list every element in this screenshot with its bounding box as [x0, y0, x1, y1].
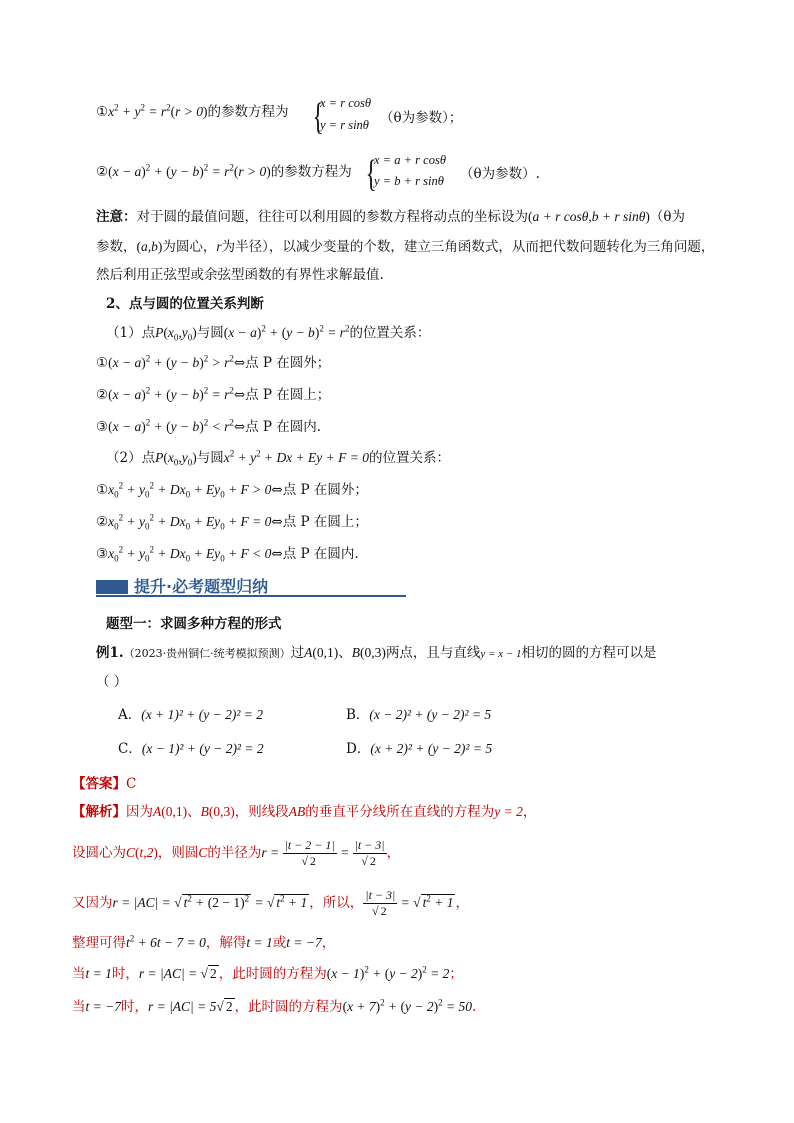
- type1-heading: 题型一：求圆多种方程的形式: [106, 616, 282, 632]
- label-1: 的参数方程为: [207, 104, 289, 120]
- case2-inside: $③x_0^2 + y_0^2 + Dx_0 + Ey_0 + F$ < 0⇔点 P 在圆内.: [96, 544, 359, 564]
- note-2: （θ为参数）.: [460, 166, 540, 182]
- brace-2: {: [365, 153, 377, 195]
- example-paren: （ ）: [96, 674, 128, 690]
- section-banner: [96, 574, 406, 598]
- case1-on: ②(x − $a)^2 + (y - b)^2$ = $r^2\Leftrightarrow$点 P 在圆上；: [96, 385, 331, 403]
- example-source: （2023·贵州铜仁·统考模拟预测）: [123, 647, 291, 660]
- option-a: A．(x + 1)² + (y − 2)² = 2: [118, 707, 264, 723]
- analysis-line-3: 又因为r = |AC| = √ $t^2 + (2 - 1)^2$ = √ $t^2 + 1$ ，所以， $\frac{|t - 3|}{√ 2}$ = √ $t^2 + 1$ ，: [72, 888, 469, 918]
- note-line-2: 参数，(a,b)为圆心，r为半径），以减少变量的个数，建立三角函数式，从而把代数问题转化为三角问题，: [96, 239, 715, 255]
- example-line-1: 例1.（2023·贵州铜仁·统考模拟预测）过A(0,1)、B(0,3)两点，且与直线y = x − 1相切的圆的方程可以是: [96, 645, 657, 661]
- note-label: 注意：: [96, 209, 137, 225]
- label-2: 的参数方程为: [270, 164, 352, 180]
- analysis-line-5: 当t = 1时，r = |AC| = √ 2 ，此时圆的方程为$(x - 1)^2 + (y - 2)^2 = 2$；: [72, 964, 463, 982]
- option-b: B．(x − 2)² + (y − 2)² = 5: [346, 707, 492, 723]
- banner-title: 提升·必考题型归纳: [134, 577, 269, 596]
- answer-line: [72, 772, 136, 792]
- case1-inside: ③(x − $a)^2 + (y - b)^2$ < $r^2\Leftrightarrow$点 P 在圆内.: [96, 417, 322, 435]
- analysis-line-1: 【解析】因为A(0,1)、B(0,3)，则线段AB的垂直平分线所在直线的方程为y = 2，: [72, 804, 537, 820]
- eq-y-1: y = r sinθ: [320, 118, 369, 132]
- option-c: C．(x − 1)² + (y − 2)² = 2: [118, 741, 264, 757]
- param-eq-line-2: ②(x − $a)^2 + (y - b)^2 = r^2(r > 0)$的参数方程为: [96, 162, 352, 180]
- eq-x-1: x = r cosθ: [320, 96, 372, 110]
- note-line-3: 然后利用正弦型或余弦型函数的有界性求解最值.: [96, 267, 384, 283]
- marker-2: ②: [96, 164, 109, 180]
- brace-1: {: [312, 96, 324, 138]
- case2-on: $②x_0^2 + y_0^2 + Dx_0 + Ey_0 + F$ = 0⇔点 P 在圆上；: [96, 512, 368, 532]
- case1-outside: ①(x − $a)^2 + (y - b)^2$ > $r^2\Leftrightarrow$点 P 在圆外；: [96, 353, 331, 371]
- case2-outside: $①x_0^2 + y_0^2 + Dx_0 + Ey_0 + F$ > 0⇔点 P 在圆外；: [96, 480, 368, 500]
- marker-1: ①: [96, 104, 109, 120]
- note-1: （θ为参数）；: [380, 110, 463, 126]
- analysis-line-2: 设圆心为C(t,2)，则圆C的半径为r = $\frac{|t - 2 - 1|}{√ 2}$ = $\frac{|t - 3|}{√ 2}$ ，: [72, 838, 401, 868]
- param-eq-line-1: $①x^2 + y^2 = r^2(r > 0)$的参数方程为: [96, 102, 289, 120]
- eq-x-2: x = a + r cosθ: [374, 153, 446, 167]
- option-d: D．(x + 2)² + (y − 2)² = 5: [346, 741, 493, 757]
- banner-bar: [96, 580, 128, 594]
- answer-label: 【答案】: [72, 776, 126, 792]
- section2-heading: 2、点与圆的位置关系判断: [106, 296, 264, 312]
- case2-intro: （2）点$P(x_0,y_0)$与圆$x^2 + y^2 + Dx + Ey + F = 0$的位置关系：: [106, 448, 450, 468]
- note-line-1: 注意：对于圆的最值问题，往往可以利用圆的参数方程将动点的坐标设为(a + r cosθ,b + r sinθ)（θ为: [96, 209, 686, 225]
- answer-value: C: [126, 776, 137, 792]
- example-label: 例1.: [96, 645, 124, 661]
- eq-y-2: y = b + r sinθ: [374, 174, 444, 188]
- case1-intro: （1）点$P(x_0,y_0)$与圆$(x - a)^2 + (y - b)^2 = r^2$的位置关系：: [106, 323, 431, 343]
- analysis-line-6: 当t = −7时，r = |AC| = 5√ 2 ，此时圆的方程为$(x + 7)^2 + (y - 2)^2 = 50$.: [72, 997, 477, 1015]
- analysis-line-4: 整理可得$t^2 + 6t - 7 = 0$，解得t = 1或t = −7，: [72, 933, 336, 951]
